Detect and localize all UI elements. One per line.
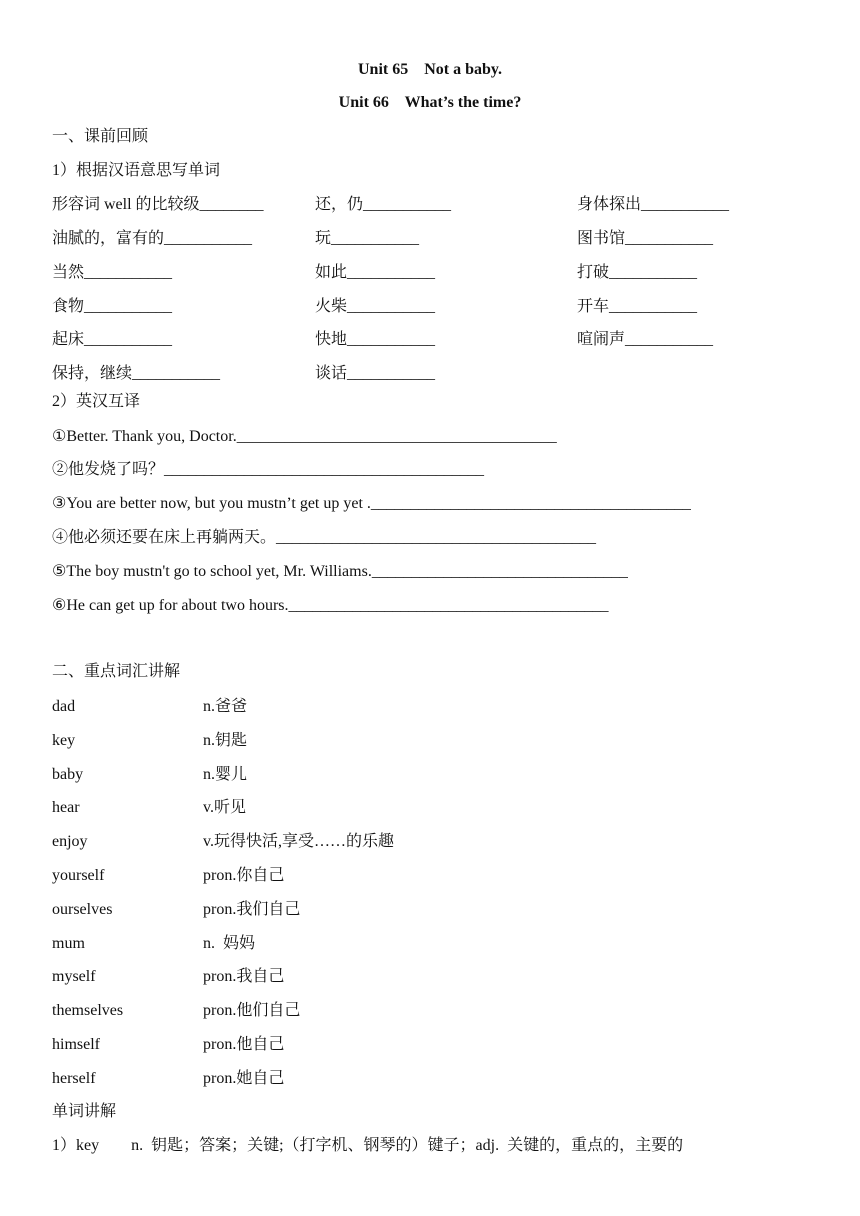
vocab-word: himself: [52, 1036, 100, 1053]
vocab-definition: n.爸爸: [203, 698, 248, 715]
vocab-word: herself: [52, 1070, 96, 1087]
word-item: 食物___________: [52, 298, 173, 315]
vocab-word: mum: [52, 935, 85, 952]
translation-item: ②他发烧了吗？________________________________________: [52, 461, 485, 478]
vocab-definition: pron.他们自己: [203, 1002, 301, 1019]
word-item: 起床___________: [52, 331, 173, 348]
vocab-definition: pron.他自己: [203, 1036, 285, 1053]
vocab-definition: v.听见: [203, 799, 246, 816]
word-item: 玩___________: [315, 230, 420, 247]
translation-item: ⑥He can get up for about two hours.________________________________________: [52, 597, 609, 614]
explain-key-entry: 1）key n. 钥匙；答案；关键;（打字机、钢琴的）键子；adj. 关键的，重点的，主要的: [52, 1137, 684, 1154]
vocab-word: myself: [52, 968, 96, 985]
part-1-heading: 1）根据汉语意思写单词: [52, 162, 221, 179]
vocab-word: baby: [52, 766, 84, 783]
translation-item: ③You are better now, but you mustn’t get up yet .________________________________________: [52, 495, 691, 512]
translation-item: ④他必须还要在床上再躺两天。________________________________________: [52, 529, 597, 546]
translation-item: ①Better. Thank you, Doctor.________________________________________: [52, 428, 557, 445]
translation-item: ⑤The boy mustn't go to school yet, Mr. Williams.________________________________: [52, 563, 628, 580]
vocab-definition: pron.我们自己: [203, 901, 301, 918]
word-item: 开车___________: [577, 298, 698, 315]
word-item: 快地___________: [315, 331, 436, 348]
word-item: 打破___________: [577, 264, 698, 281]
vocab-definition: n.婴儿: [203, 766, 248, 783]
section-2-heading: 二、重点词汇讲解: [52, 663, 181, 680]
unit-65-title: Unit 65 Not a baby.: [357, 61, 503, 78]
word-item: 当然___________: [52, 264, 173, 281]
word-item: 油腻的，富有的___________: [52, 230, 253, 247]
vocab-definition: pron.她自己: [203, 1070, 285, 1087]
part-2-heading: 2）英汉互译: [52, 393, 141, 410]
vocab-word: enjoy: [52, 833, 88, 850]
word-item: 形容词 well 的比较级________: [52, 196, 264, 213]
vocab-definition: n.钥匙: [203, 732, 248, 749]
unit-66-title: Unit 66 What’s the time?: [338, 94, 522, 111]
word-item: 保持，继续___________: [52, 365, 221, 382]
vocab-word: dad: [52, 698, 76, 715]
word-item: 喧闹声___________: [577, 331, 714, 348]
vocab-definition: pron.我自己: [203, 968, 285, 985]
section-1-heading: 一、课前回顾: [52, 128, 149, 145]
vocab-word: yourself: [52, 867, 105, 884]
vocab-word: hear: [52, 799, 80, 816]
explain-heading: 单词讲解: [52, 1103, 117, 1120]
vocab-definition: v.玩得快活,享受……的乐趣: [203, 833, 394, 850]
vocab-word: key: [52, 732, 76, 749]
word-item: 身体探出___________: [577, 196, 730, 213]
word-item: 如此___________: [315, 264, 436, 281]
vocab-word: ourselves: [52, 901, 113, 918]
word-item: 图书馆___________: [577, 230, 714, 247]
vocab-word: themselves: [52, 1002, 124, 1019]
word-item: 火柴___________: [315, 298, 436, 315]
word-item: 谈话___________: [315, 365, 436, 382]
vocab-definition: n. 妈妈: [203, 935, 256, 952]
word-item: 还，仍___________: [315, 196, 452, 213]
vocab-definition: pron.你自己: [203, 867, 285, 884]
